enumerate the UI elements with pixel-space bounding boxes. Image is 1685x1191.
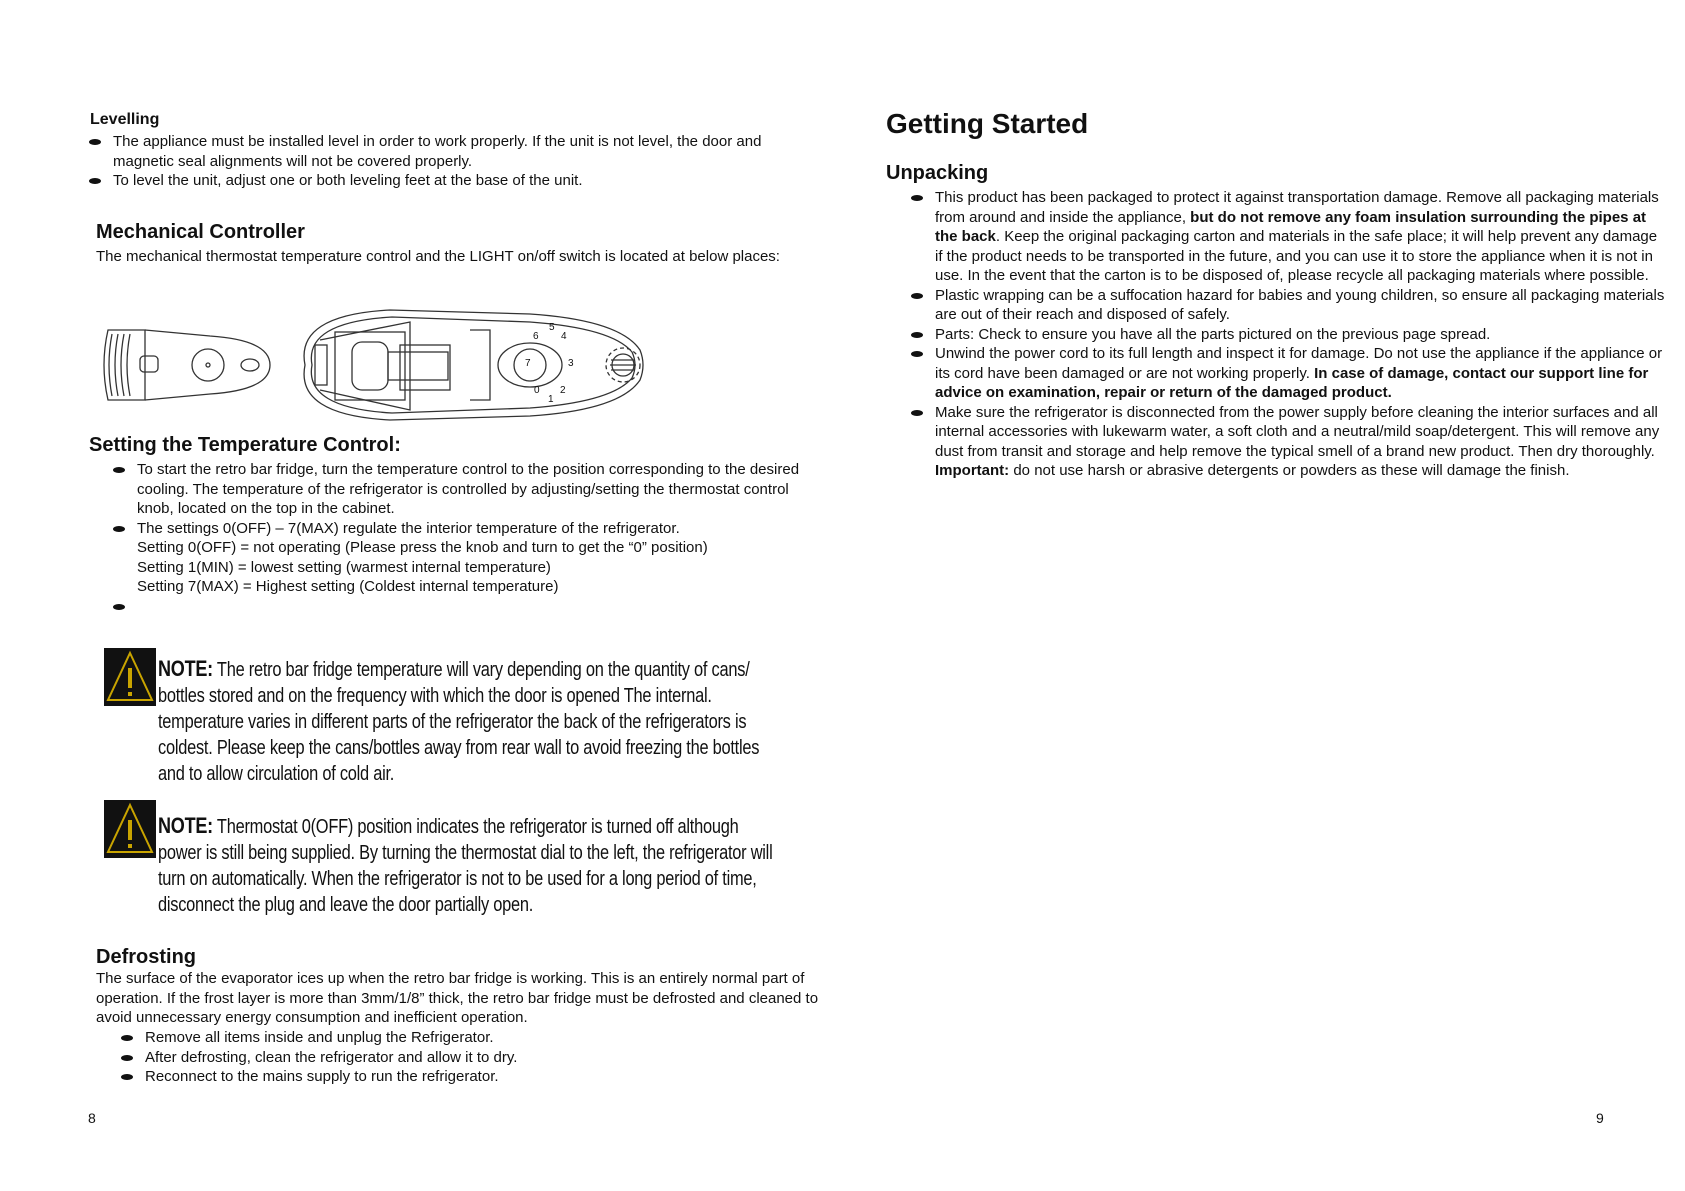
- bullet-icon: [911, 293, 923, 299]
- list-item: After defrosting, clean the refrigerator and allow it to dry.: [145, 1048, 795, 1068]
- defrosting-heading: Defrosting: [96, 946, 196, 968]
- dial-number: 1: [548, 394, 554, 405]
- list-item: This product has been packaged to protect it against transportation damage. Remove all packaging materials from around and inside the appliance, but do not remove any foam insulation surrounding the pipes at the back. Keep the original packaging carton and materials in the safe place; it will help prevent any damage if the product needs to be transported in the future, and you can use it to store the appliance when it is not in use. In the event that the carton is to be disposed of, please recycle all packaging materials where possible.: [935, 188, 1665, 286]
- thermostat-housing: [304, 310, 650, 420]
- dial-number: 5: [549, 322, 555, 333]
- warning-icon: [104, 648, 156, 706]
- bullet-icon: [89, 139, 101, 145]
- bullet-icon: [911, 410, 923, 416]
- list-item: Unwind the power cord to its full length and inspect it for damage. Do not use the appliance if the appliance or its cord have been damaged or are not working properly. In case of damage, contact our support line for advice on examination, repair or return of the damaged product.: [935, 344, 1665, 403]
- dial-number: 4: [561, 331, 567, 342]
- setting-heading: Setting the Temperature Control:: [89, 434, 401, 456]
- list-item: Parts: Check to ensure you have all the parts pictured on the previous page spread.: [935, 325, 1665, 345]
- list-item: To level the unit, adjust one or both leveling feet at the base of the unit.: [113, 171, 793, 191]
- bullet-icon: [89, 178, 101, 184]
- light-switch-housing: [104, 330, 270, 400]
- mechanical-text: The mechanical thermostat temperature control and the LIGHT on/off switch is located at below places:: [96, 248, 780, 265]
- mechanical-heading: Mechanical Controller: [96, 221, 305, 243]
- bullet-icon: [113, 526, 125, 532]
- list-item: To start the retro bar fridge, turn the temperature control to the position corresponding to the desired cooling. The temperature of the refrigerator is controlled by adjusting/setting the thermostat control knob, located on the top in the cabinet.: [137, 460, 807, 519]
- defrosting-list: [145, 1028, 795, 1087]
- bullet-icon: [121, 1035, 133, 1041]
- warning-icon: [104, 800, 156, 858]
- list-item: The appliance must be installed level in order to work properly. If the unit is not level, the door and magnetic seal alignments will not be covered properly.: [113, 132, 793, 171]
- note-2: [158, 813, 777, 918]
- unpacking-heading: Unpacking: [886, 162, 989, 184]
- page-number: 8: [88, 1110, 96, 1126]
- page-number: 9: [1596, 1110, 1604, 1126]
- list-item: Plastic wrapping can be a suffocation hazard for babies and young children, so ensure all packaging materials are out of their reach and disposed of safely.: [935, 286, 1665, 325]
- note-label: NOTE:: [158, 813, 213, 838]
- list-item: The settings 0(OFF) – 7(MAX) regulate the interior temperature of the refrigerator. Setting 0(OFF) = not operating (Please press the knob and turn to get the “0” position) Setting 1(MIN) = lowest setting (warmest internal temperature) Setting 7(MAX) = Highest setting (Coldest internal temperature): [137, 519, 807, 597]
- note-text: The retro bar fridge temperature will vary depending on the quantity of cans/ bottles stored and on the frequency with which the door is opened The internal. temperature varies in different parts of the refrigerator the back of the refrigerators is coldest. Please keep the cans/bottles away from rear wall to avoid freezing the bottles and to allow circulation of cold air.: [158, 659, 760, 785]
- dial-number: 0: [534, 385, 540, 396]
- note-label: NOTE:: [158, 656, 213, 681]
- bullet-icon: [121, 1055, 133, 1061]
- defrosting-text: The surface of the evaporator ices up when the retro bar fridge is working. This is an entirely normal part of operation. If the frost layer is more than 3mm/1/8” thick, the retro bar fridge must be defrosted and cleaned to avoid unnecessary energy consumption and inefficient operation.: [96, 970, 819, 1026]
- controller-illustration: [90, 300, 650, 430]
- levelling-heading: Levelling: [90, 111, 160, 128]
- dial-number: 6: [533, 331, 539, 342]
- note-text: Thermostat 0(OFF) position indicates the refrigerator is turned off although power is still being supplied. By turning the thermostat dial to the left, the refrigerator will turn on automatically. When the refrigerator is not to be used for a long period of time, disconnect the plug and leave the door partially open.: [158, 816, 773, 916]
- list-item: [137, 597, 807, 617]
- setting-list: [137, 460, 807, 617]
- levelling-list: [113, 132, 793, 191]
- controller-diagram: [90, 300, 650, 430]
- page-title: Getting Started: [886, 108, 1089, 139]
- dial-number: 3: [568, 358, 574, 369]
- right-page: [842, 0, 1685, 1191]
- list-item: Make sure the refrigerator is disconnected from the power supply before cleaning the interior surfaces and all internal accessories with lukewarm water, a soft cloth and a neutral/mild soap/detergent. This will remove any dust from transit and storage and help remove the typical smell of a brand new product. Then dry thoroughly. Important: do not use harsh or abrasive detergents or powders as these will damage the finish.: [935, 403, 1665, 481]
- bullet-icon: [911, 332, 923, 338]
- unpacking-list: [935, 188, 1665, 481]
- bullet-icon: [911, 351, 923, 357]
- bullet-icon: [911, 195, 923, 201]
- bullet-icon: [121, 1074, 133, 1080]
- note-1: [158, 656, 765, 787]
- dial-number: 7: [525, 358, 531, 369]
- dial-number: 2: [560, 385, 566, 396]
- bullet-icon: [113, 467, 125, 473]
- list-item: Remove all items inside and unplug the Refrigerator.: [145, 1028, 795, 1048]
- list-item: Reconnect to the mains supply to run the refrigerator.: [145, 1067, 795, 1087]
- left-page: [0, 0, 842, 1191]
- bullet-icon: [113, 604, 125, 610]
